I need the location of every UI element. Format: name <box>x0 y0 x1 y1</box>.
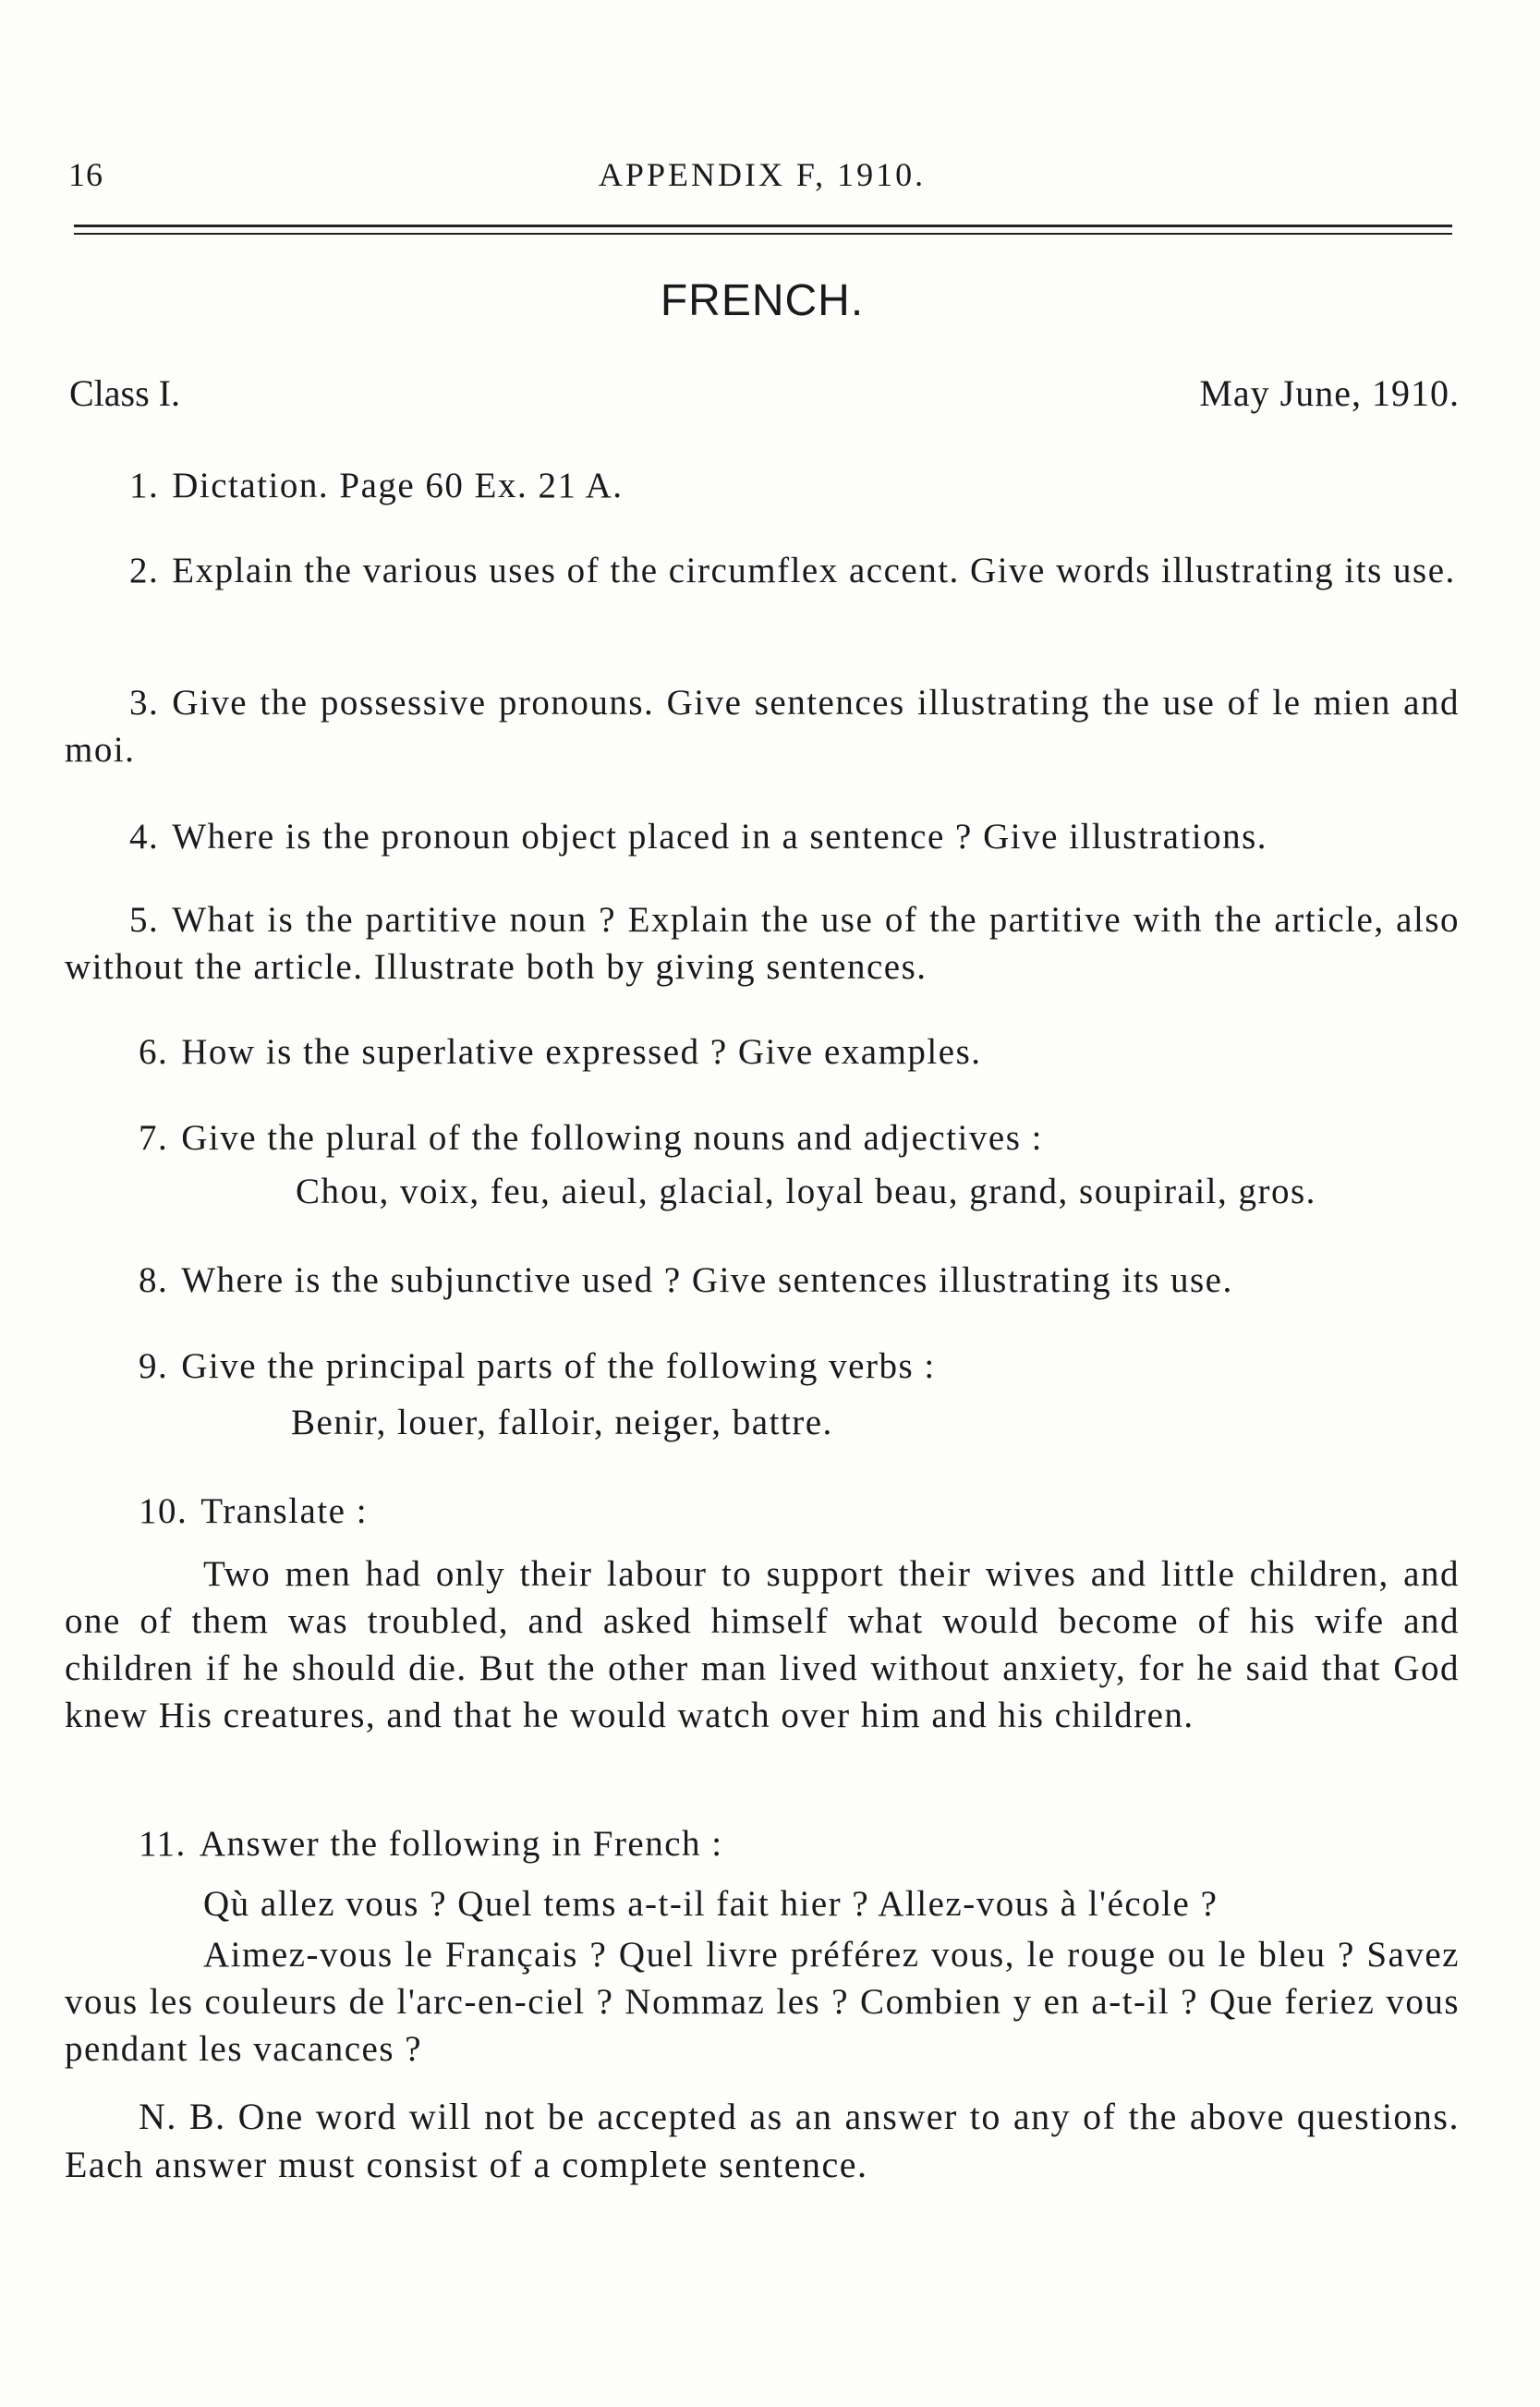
question-7-word-list: Chou, voix, feu, aieul, glacial, loyal beau, grand, soupirail, gros. <box>296 1172 1316 1211</box>
translation-passage: Two men had only their labour to support their wives and little children, and one of them was troubled, and asked himself what would become of his wife and children if he should die. But the other man lived without anxiety, for he said that God knew His creatures, and that he would watch over him and his children. <box>65 1554 1460 1735</box>
question-number: 4. <box>129 817 160 857</box>
header-rule-top <box>74 225 1452 227</box>
question-number: 1. <box>129 466 160 505</box>
question-9-verb-list: Benir, louer, falloir, neiger, battre. <box>291 1403 833 1442</box>
question-number: 7. <box>139 1118 169 1158</box>
question-text: Answer the following in French : <box>199 1824 723 1864</box>
question-text: What is the partitive noun ? Explain the use of the partitive with the article, also without the article. Illustrate both by giving sentences. <box>65 900 1460 987</box>
french-questions-passage: Aimez-vous le Français ? Quel livre préférez vous, le rouge ou le bleu ? Savez vous les couleurs de l'arc-en-ciel ? Nommaz les ? Combien y en a-t-il ? Que feriez vous pendant les vacances ? <box>65 1935 1460 2069</box>
question-text: How is the superlative expressed ? Give examples. <box>181 1032 982 1072</box>
question-number: 8. <box>139 1260 169 1300</box>
question-1 <box>65 462 1524 509</box>
question-number: 5. <box>129 900 160 940</box>
question-8 <box>65 1257 1534 1304</box>
question-number: 6. <box>139 1032 169 1072</box>
running-head <box>65 155 1460 200</box>
note: N. B. One word will not be accepted as an answer to any of the above questions. Each answer must consist of a complete sentence. <box>65 2096 1460 2185</box>
question-10 <box>65 1488 1534 1535</box>
french-questions-line: Qù allez vous ? Quel tems a-t-il fait hier ? Allez-vous à l'école ? <box>203 1884 1219 1924</box>
question-text: Explain the various uses of the circumflex accent. Give words illustrating its use. <box>172 551 1456 590</box>
question-11 <box>65 1820 1534 1867</box>
exam-page <box>65 0 1460 2407</box>
class-label: Class I. <box>69 372 180 414</box>
question-3 <box>65 679 1460 773</box>
question-number: 11. <box>139 1824 187 1864</box>
question-number: 3. <box>129 683 160 723</box>
question-9 <box>65 1343 1534 1390</box>
question-7 <box>65 1114 1534 1161</box>
page-number: 16 <box>68 156 103 193</box>
header-rule-bottom <box>74 233 1452 235</box>
question-text: Where is the pronoun object placed in a sentence ? Give illustrations. <box>172 817 1268 857</box>
question-text: Give the principal parts of the following verbs : <box>181 1346 936 1386</box>
question-text: Give the possessive pronouns. Give sentences illustrating the use of le mien and moi. <box>65 683 1460 770</box>
question-6 <box>65 1028 1534 1076</box>
question-4 <box>65 813 1460 860</box>
question-5 <box>65 896 1460 991</box>
running-title: APPENDIX F, 1910. <box>598 156 927 193</box>
question-2 <box>65 547 1460 594</box>
section-title: FRENCH. <box>660 276 865 325</box>
question-text: Translate : <box>200 1491 369 1531</box>
question-text: Give the plural of the following nouns and adjectives : <box>181 1118 1043 1158</box>
question-number: 2. <box>129 551 160 590</box>
question-text: Dictation. Page 60 Ex. 21 A. <box>172 466 624 505</box>
question-number: 10. <box>139 1491 188 1531</box>
question-text: Where is the subjunctive used ? Give sentences illustrating its use. <box>181 1260 1233 1300</box>
question-number: 9. <box>139 1346 169 1386</box>
exam-date: May June, 1910. <box>1199 372 1460 414</box>
